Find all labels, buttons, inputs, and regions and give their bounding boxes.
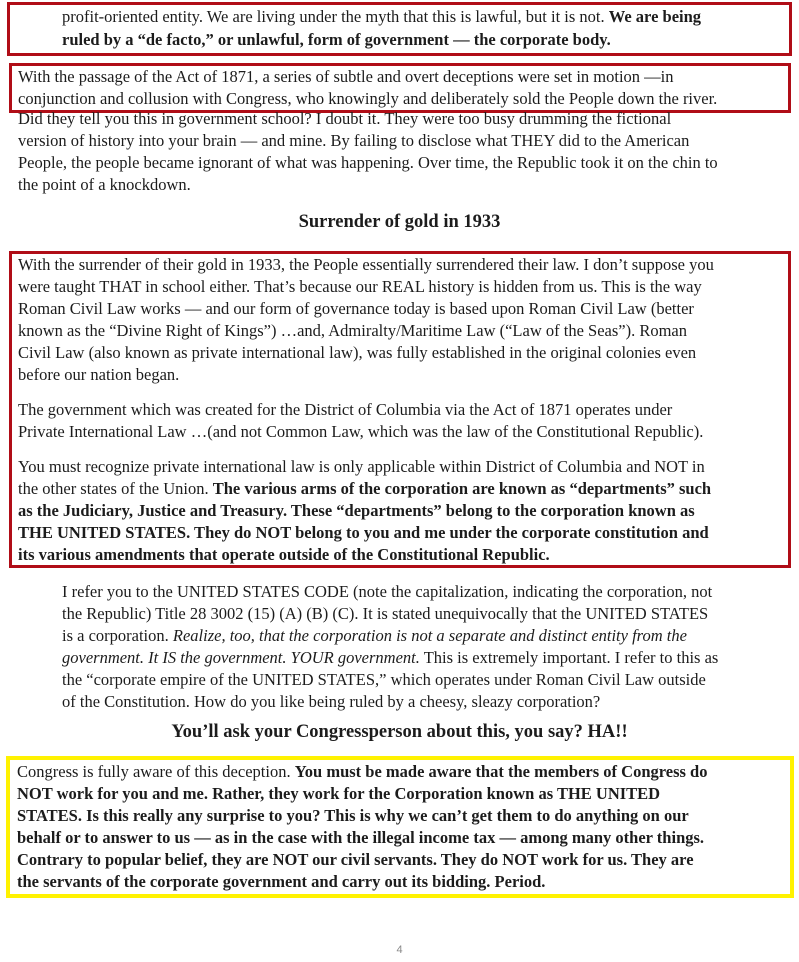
para2-line1: I refer you to the UNITED STATES CODE (note the capitalization, indicating the corporation, not — [62, 582, 713, 601]
box2-line2: conjunction and collusion with Congress, who knowingly and deliberately sold the People down the river. — [18, 89, 718, 108]
box3-p1-line3: Roman Civil Law works — and our form of governance today is based upon Roman Civil Law (better — [18, 299, 694, 318]
heading-congressperson: You’ll ask your Congressperson about this, you say? HA!! — [171, 722, 628, 742]
para2-line5: the “corporate empire of the UNITED STATES,” which operates under Roman Civil Law outside — [62, 670, 706, 689]
box3-p3-line3: as the Judiciary, Justice and Treasury. These “departments” belong to the corporation known as — [18, 501, 695, 520]
para1-line3: People, the people became ignorant of what was happening. Over time, the Republic took it on the chin to — [18, 153, 718, 172]
box2-line1: With the passage of the Act of 1871, a series of subtle and overt deceptions were set in motion —in — [18, 67, 674, 86]
box3-p1-line4: known as the “Divine Right of Kings”) …and, Admiralty/Maritime Law (“Law of the Seas”). Roman — [18, 321, 688, 340]
para2-line6: of the Constitution. How do you like being ruled by a cheesy, sleazy corporation? — [62, 692, 601, 711]
para2-line4: government. It IS the government. YOUR government. This is extremely important. I refer to this as — [62, 648, 719, 667]
para1-line2: version of history into your brain — and mine. By failing to disclose what THEY did to the American — [18, 131, 690, 150]
para2-line2: the Republic) Title 28 3002 (15) (A) (B) (C). It is stated unequivocally that the UNITED STATES — [62, 604, 709, 623]
page-number: 4 — [396, 944, 403, 956]
box3-p1-line2: were taught THAT in school either. That’s because our REAL history is hidden from us. This is the way — [18, 277, 702, 296]
box1-line1: profit-oriented entity. We are living under the myth that this is lawful, but it is not. We are being — [62, 7, 702, 26]
box4-line6: the servants of the corporate government and carry out its bidding. Period. — [17, 872, 546, 891]
para2-line3: is a corporation. Realize, too, that the corporation is not a separate and distinct entity from the — [62, 626, 687, 645]
box3-p2-line1: The government which was created for the District of Columbia via the Act of 1871 operates under — [18, 400, 673, 419]
box4-line4: behalf or to answer to us — as in the case with the illegal income tax — among many other things. — [17, 828, 705, 847]
box3-p3-line5: its various amendments that operate outside of the Constitutional Republic. — [18, 545, 550, 564]
box3-p3-line4: THE UNITED STATES. They do NOT belong to you and me under the corporate constitution and — [18, 523, 709, 542]
box3-p2-line2: Private International Law …(and not Common Law, which was the law of the Constitutional Republic). — [18, 422, 704, 441]
box3-p1-line6: before our nation began. — [18, 365, 180, 384]
para1-line1: Did they tell you this in government school? I doubt it. They were too busy drumming the fictional — [18, 109, 672, 128]
box4-line3: STATES. Is this really any surprise to you? This is why we can’t get them to do anything on our — [17, 806, 689, 825]
box3-p3-line1: You must recognize private international law is only applicable within District of Columbia and NOT in — [18, 457, 705, 476]
box4-line1: Congress is fully aware of this deception. You must be made aware that the members of Congress do — [17, 762, 708, 781]
box1-line2: ruled by a “de facto,” or unlawful, form of government — the corporate body. — [62, 30, 611, 49]
heading-surrender-of-gold: Surrender of gold in 1933 — [298, 212, 501, 232]
box3-p3-line2: the other states of the Union. The various arms of the corporation are known as “departments” such — [18, 479, 712, 498]
para1-line4: the point of a knockdown. — [18, 175, 191, 194]
box4-line2: NOT work for you and me. Rather, they work for the Corporation known as THE UNITED — [17, 784, 661, 803]
box3-p1-line1: With the surrender of their gold in 1933, the People essentially surrendered their law. I don’t suppose you — [18, 255, 714, 274]
box3-p1-line5: Civil Law (also known as private international law), was fully established in the original colonies even — [18, 343, 697, 362]
box4-line5: Contrary to popular belief, they are NOT our civil servants. They do NOT work for us. They are — [17, 850, 694, 869]
